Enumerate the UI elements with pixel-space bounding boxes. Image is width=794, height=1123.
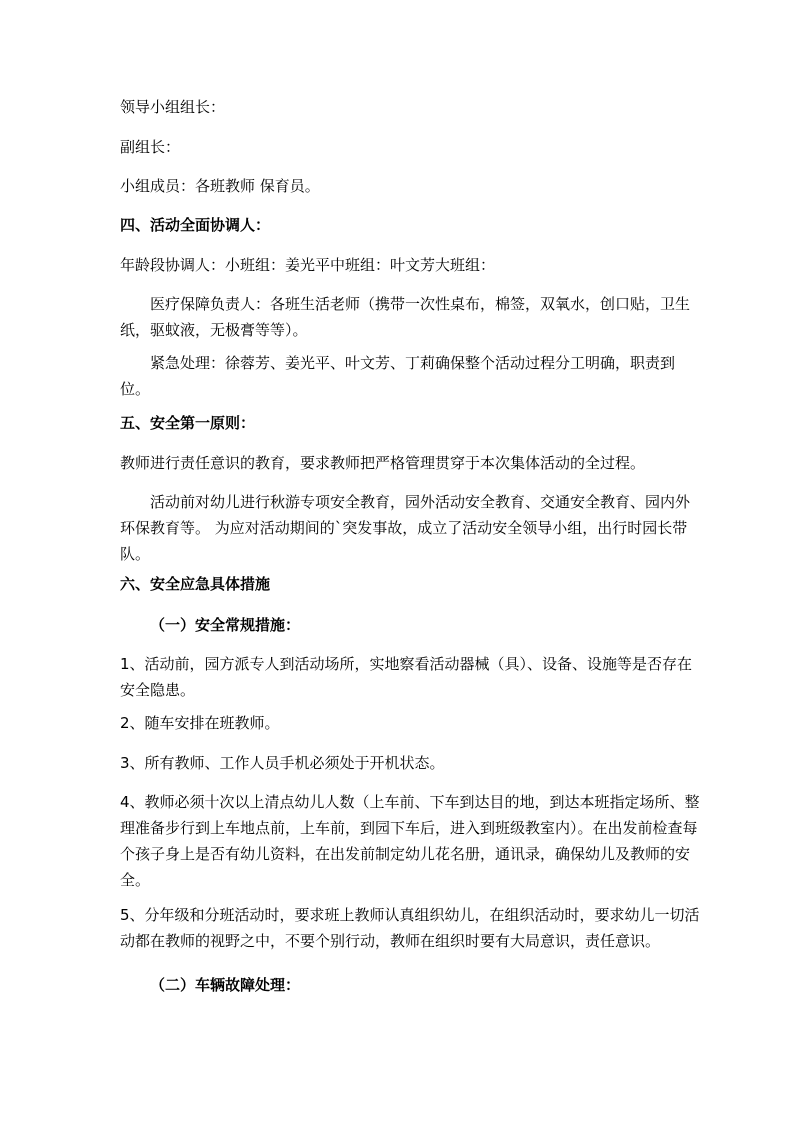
list-item-5: 5、分年级和分班活动时，要求班上教师认真组织幼儿，在组织活动时，要求幼儿一切活动都在教师的视野之中，不要个别行动，教师在组织时要有大局意识，责任意识。: [120, 906, 700, 950]
section-heading-emergency-measures: 六、安全应急具体措施: [120, 575, 271, 593]
subsection-heading-vehicle: （二）车辆故障处理：: [150, 976, 301, 994]
paragraph-deputy: 副组长：: [120, 138, 181, 156]
paragraph-pre-activity: 活动前对幼儿进行秋游专项安全教育，园外活动安全教育、交通安全教育、园内外环保教育等。 为应对活动期间的`突发事故，成立了活动安全领导小组，出行时园长带队。: [120, 493, 691, 563]
list-item-3: 3、所有教师、工作人员手机必须处于开机状态。: [120, 754, 445, 772]
list-item-4: 4、教师必须十次以上清点幼儿人数（上车前、下车到达目的地，到达本班指定场所、整理准备步行到上车地点前，上车前，到园下车后，进入到班级教室内）。在出发前检查每个孩子身上是否有幼儿资料，在出发前制定幼儿花名册，通讯录，确保幼儿及教师的安全。: [120, 793, 700, 889]
paragraph-responsibility: 教师进行责任意识的教育，要求教师把严格管理贯穿于本次集体活动的全过程。: [120, 454, 646, 472]
subsection-heading-routine: （一）安全常规措施：: [150, 616, 301, 634]
paragraph-medical: 医疗保障负责人：各班生活老师（携带一次性桌布，棉签，双氧水，创口贴，卫生纸，驱蚊液，无极膏等等）。: [120, 295, 691, 339]
paragraph-age-coordinators: 年龄段协调人：小班组：姜光平中班组：叶文芳大班组：: [120, 256, 496, 274]
list-item-1: 1、活动前，园方派专人到活动场所，实地察看活动器械（具）、设备、设施等是否存在安全隐患。: [120, 655, 693, 699]
section-heading-safety-first: 五、安全第一原则：: [120, 414, 256, 432]
paragraph-emergency: 紧急处理：徐蓉芳、姜光平、叶文芳、丁莉确保整个活动过程分工明确，职责到位。: [120, 354, 676, 398]
paragraph-members: 小组成员：各班教师 保育员。: [120, 177, 320, 195]
paragraph-leader: 领导小组组长：: [120, 98, 226, 116]
list-item-2: 2、随车安排在班教师。: [120, 714, 280, 732]
section-heading-coordinators: 四、活动全面协调人：: [120, 216, 271, 234]
